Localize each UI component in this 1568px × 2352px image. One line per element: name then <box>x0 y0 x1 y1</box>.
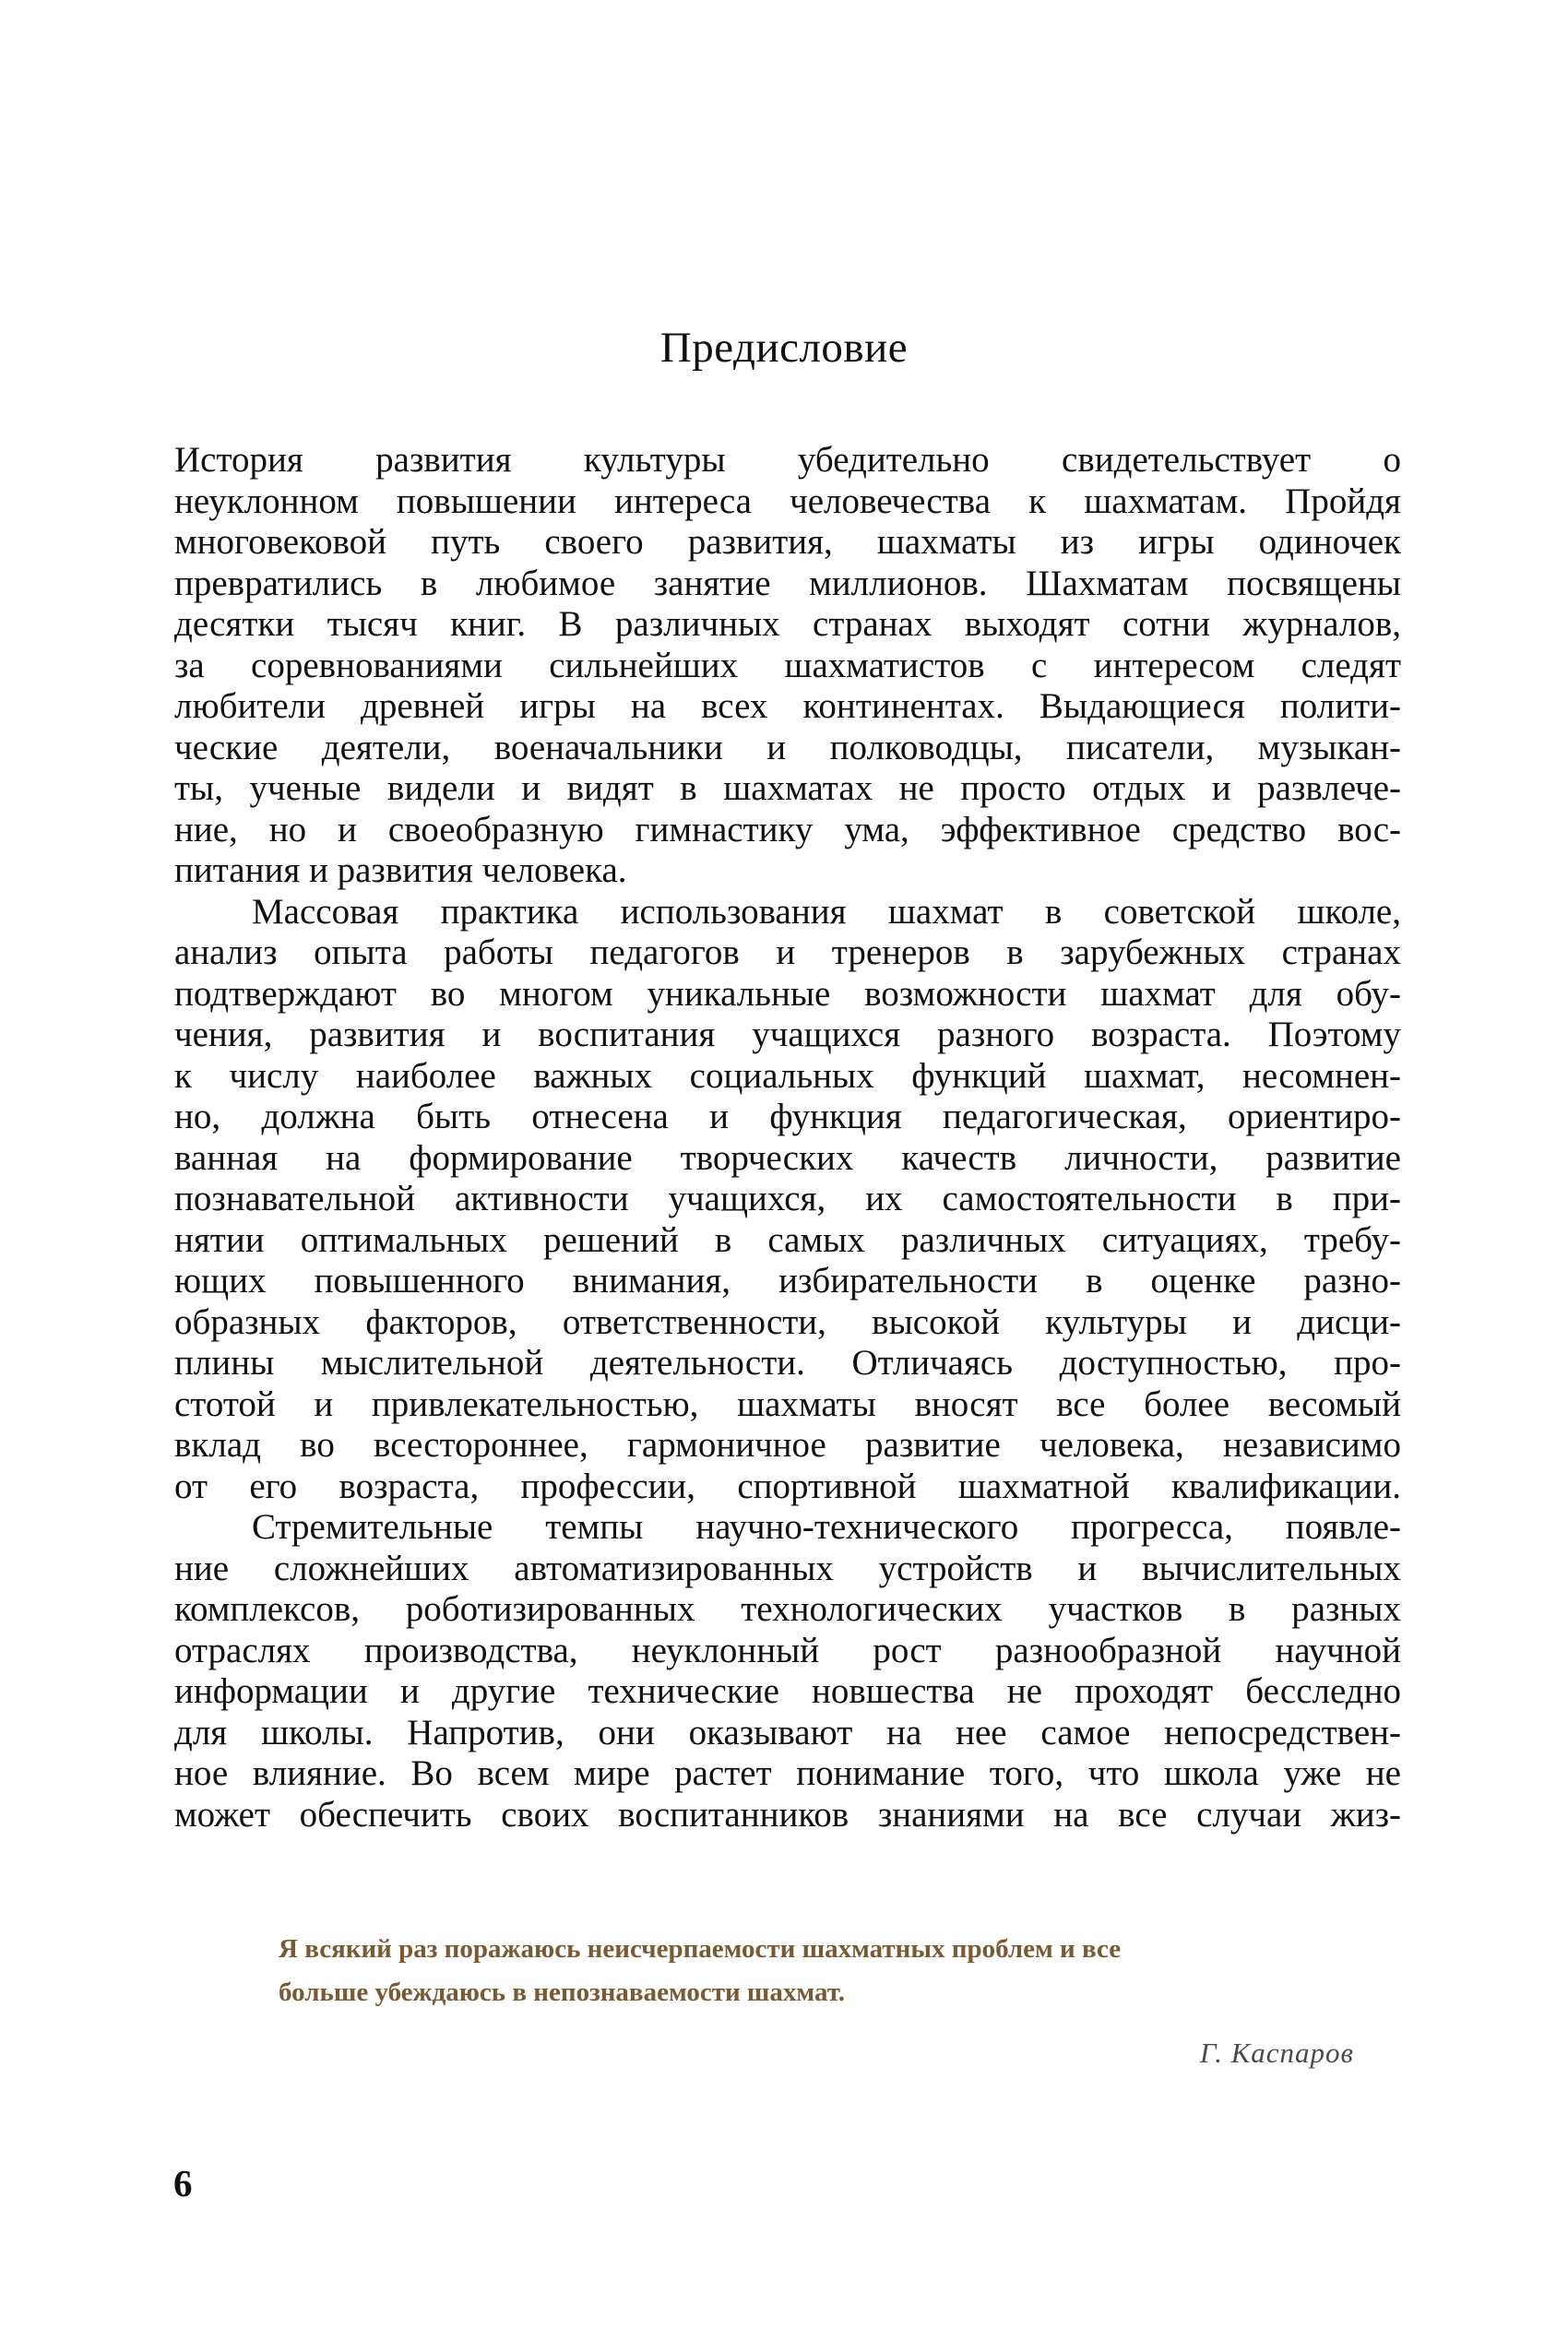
text-line: Массовая практика использования шахмат в советской школе, <box>252 891 1401 932</box>
text-line: питания и развития человека. <box>174 850 627 890</box>
text-line: История развития культуры убедительно свидетельствует о <box>174 440 1401 480</box>
epigraph-quote <box>279 1928 1367 2014</box>
text-line: вклад во всестороннее, гармоничное развитие человека, независимо <box>174 1425 1401 1465</box>
text-line: от его возраста, профессии, спортивной шахматной квалификации. <box>174 1466 1401 1506</box>
text-line: может обеспечить своих воспитанников знаниями на все случаи жиз- <box>174 1794 1401 1835</box>
text-line: но, должна быть отнесена и функция педагогическая, ориентиро- <box>174 1097 1401 1136</box>
text-line: ние сложнейших автоматизированных устройств и вычислительных <box>174 1548 1401 1588</box>
text-line: плины мыслительной деятельности. Отличаясь доступностью, про- <box>174 1343 1401 1383</box>
text-line: любители древней игры на всех континентах. Выдающиеся полити- <box>174 686 1401 726</box>
text-line: подтверждают во многом уникальные возможности шахмат для обу- <box>174 973 1401 1014</box>
text-line: многовековой путь своего развития, шахматы из игры одиночек <box>174 522 1401 562</box>
text-line: информации и другие технические новшества не проходят бесследно <box>174 1671 1401 1711</box>
text-line: ческие деятели, военачальники и полководцы, писатели, музыкан- <box>174 727 1401 767</box>
text-line: ние, но и своеобразную гимнастику ума, эффективное средство вос- <box>174 809 1401 849</box>
text-line: комплексов, роботизированных технологических участков в разных <box>174 1589 1401 1629</box>
text-line: для школы. Напротив, они оказывают на нее самое непосредствен- <box>174 1712 1401 1752</box>
epigraph-author: Г. Каспаров <box>1199 2037 1354 2069</box>
text-line: Стремительные темпы научно-технического прогресса, появле- <box>252 1507 1401 1547</box>
chapter-heading: Предисловие <box>659 324 909 372</box>
text-line: отраслях производства, неуклонный рост разнообразной научной <box>174 1630 1401 1670</box>
text-line: познавательной активности учащихся, их самостоятельности в при- <box>174 1179 1401 1218</box>
text-line: превратились в любимое занятие миллионов. Шахматам посвящены <box>174 563 1401 603</box>
text-line: нятии оптимальных решений в самых различных ситуациях, требу- <box>174 1219 1401 1260</box>
text-line: за соревнованиями сильнейших шахматистов с интересом следят <box>174 645 1401 685</box>
page-number: 6 <box>173 2162 193 2204</box>
text-line: образных факторов, ответственности, высокой культуры и дисци- <box>174 1301 1401 1342</box>
epigraph-line: больше убеждаюсь в непознаваемости шахмат. <box>279 1978 846 2007</box>
text-line: анализ опыта работы педагогов и тренеров в зарубежных странах <box>174 932 1401 972</box>
text-line: десятки тысяч книг. В различных странах выходят сотни журналов, <box>174 604 1401 644</box>
text-line: ванная на формирование творческих качеств личности, развитие <box>174 1137 1401 1178</box>
body-text <box>174 440 1401 1835</box>
text-line: ное влияние. Во всем мире растет понимание того, что школа уже не <box>174 1753 1401 1793</box>
text-line: ты, ученые видели и видят в шахматах не просто отдых и развлече- <box>174 768 1401 808</box>
text-line: ющих повышенного внимания, избирательности в оценке разно- <box>174 1261 1401 1301</box>
epigraph-line: Я всякий раз поражаюсь неисчерпаемости шахматных проблем и все <box>279 1934 1122 1964</box>
text-line: к числу наиболее важных социальных функций шахмат, несомнен- <box>174 1055 1401 1096</box>
text-line: неуклонном повышении интереса человечества к шахматам. Пройдя <box>174 481 1401 521</box>
text-line: стотой и привлекательностью, шахматы вносят все более весомый <box>174 1384 1401 1424</box>
text-line: чения, развития и воспитания учащихся разного возраста. Поэтому <box>174 1015 1401 1054</box>
